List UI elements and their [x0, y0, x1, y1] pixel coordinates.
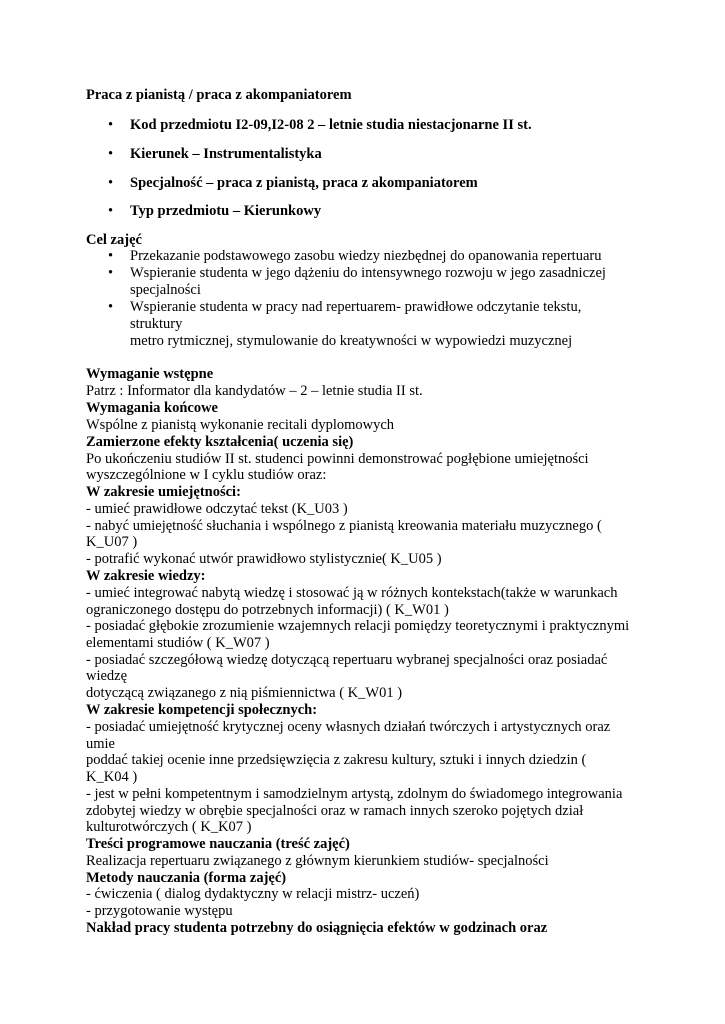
- wymagania-wstepne-text: Patrz : Informator dla kandydatów – 2 – letnie studia II st.: [86, 383, 423, 399]
- section-heading-wymagania-koncowe: Wymagania końcowe: [86, 400, 218, 416]
- bullet-icon: •: [108, 117, 114, 133]
- info-bullet-item: Typ przedmiotu – Kierunkowy: [130, 203, 322, 219]
- bullet-icon: •: [108, 203, 114, 219]
- kompetencje-line: kulturotwórczych ( K_K07 ): [86, 819, 252, 835]
- section-heading-tresci: Treści programowe nauczania (treść zajęć): [86, 836, 350, 852]
- metody-line: - przygotowanie występu: [86, 903, 233, 919]
- kompetencje-line: zdobytej wiedzy w obrębie specjalności oraz w ramach innych szeroko pojętych dział: [86, 803, 584, 819]
- bullet-icon: •: [108, 299, 114, 315]
- section-heading-efekty: Zamierzone efekty kształcenia( uczenia się): [86, 434, 354, 450]
- cel-item-line: Wspieranie studenta w jego dążeniu do intensywnego rozwoju w jego zasadniczej: [130, 265, 606, 281]
- section-heading-wiedza: W zakresie wiedzy:: [86, 568, 206, 584]
- section-heading-kompetencje: W zakresie kompetencji społecznych:: [86, 702, 318, 718]
- cel-continuation: metro rytmicznej, stymulowanie do kreatywności w wypowiedzi muzycznej: [130, 333, 573, 349]
- efekty-line: wyszczególnione w I cyklu studiów oraz:: [86, 467, 327, 483]
- kompetencje-line: - jest w pełni kompetentnym i samodzielnym artystą, zdolnym do świadomego integrowania: [86, 786, 623, 802]
- cel-item-line: Wspieranie studenta w pracy nad repertuarem- prawidłowe odczytanie tekstu,: [130, 299, 582, 315]
- wiedza-line: ograniczonego dostępu do potrzebnych informacji) ( K_W01 ): [86, 602, 449, 618]
- wiedza-line: - umieć integrować nabytą wiedzę i stosować ją w różnych kontekstach(także w warunkach: [86, 585, 618, 601]
- umiejetnosci-line: - potrafić wykonać utwór prawidłowo stylistycznie( K_U05 ): [86, 551, 442, 567]
- bullet-icon: •: [108, 146, 114, 162]
- wiedza-line: - posiadać szczegółową wiedzę dotyczącą repertuaru wybranej specjalności oraz posiadać: [86, 652, 608, 668]
- section-heading-umiejetnosci: W zakresie umiejętności:: [86, 484, 241, 500]
- kompetencje-line: umie: [86, 736, 115, 752]
- info-bullet-item: Specjalność – praca z pianistą, praca z akompaniatorem: [130, 175, 478, 191]
- kompetencje-line: poddać takiej ocenie inne przedsięwzięcia z zakresu kultury, sztuki i innych dziedzin (: [86, 752, 587, 768]
- section-heading-metody: Metody nauczania (forma zajęć): [86, 870, 287, 886]
- bullet-icon: •: [108, 248, 114, 264]
- umiejetnosci-line: K_U07 ): [86, 534, 138, 550]
- info-bullet-item: Kod przedmiotu I2-09,I2-08 2 – letnie studia niestacjonarne II st.: [130, 117, 532, 133]
- umiejetnosci-line: - nabyć umiejętność słuchania i wspólnego z pianistą kreowania materiału muzycznego (: [86, 518, 602, 534]
- efekty-line: Po ukończeniu studiów II st. studenci powinni demonstrować pogłębione umiejętności: [86, 451, 589, 467]
- cel-item-line: Przekazanie podstawowego zasobu wiedzy niezbędnej do opanowania repertuaru: [130, 248, 602, 264]
- wiedza-line: wiedzę: [86, 668, 128, 684]
- umiejetnosci-line: - umieć prawidłowe odczytać tekst (K_U03 ): [86, 501, 348, 517]
- section-heading-naklad: Nakład pracy studenta potrzebny do osiągnięcia efektów w godzinach oraz: [86, 920, 548, 936]
- kompetencje-line: - posiadać umiejętność krytycznej oceny własnych działań twórczych i artystycznych oraz: [86, 719, 611, 735]
- document-title: Praca z pianistą / praca z akompaniatorem: [86, 87, 352, 103]
- metody-line: - ćwiczenia ( dialog dydaktyczny w relacji mistrz- uczeń): [86, 886, 420, 902]
- cel-item-line: struktury: [130, 316, 183, 332]
- wymagania-koncowe-text: Wspólne z pianistą wykonanie recitali dyplomowych: [86, 417, 395, 433]
- info-bullet-item: Kierunek – Instrumentalistyka: [130, 146, 322, 162]
- wiedza-line: elementami studiów ( K_W07 ): [86, 635, 270, 651]
- wiedza-line: dotyczącą związanego z nią piśmiennictwa ( K_W01 ): [86, 685, 403, 701]
- bullet-icon: •: [108, 265, 114, 281]
- cel-item-line: specjalności: [130, 282, 201, 298]
- section-heading-cel: Cel zajęć: [86, 232, 142, 248]
- tresci-text: Realizacja repertuaru związanego z głównym kierunkiem studiów- specjalności: [86, 853, 549, 869]
- section-heading-wymagania-wstepne: Wymaganie wstępne: [86, 366, 214, 382]
- kompetencje-line: K_K04 ): [86, 769, 138, 785]
- wiedza-line: - posiadać głębokie zrozumienie wzajemnych relacji pomiędzy teoretycznymi i praktycznymi: [86, 618, 630, 634]
- bullet-icon: •: [108, 175, 114, 191]
